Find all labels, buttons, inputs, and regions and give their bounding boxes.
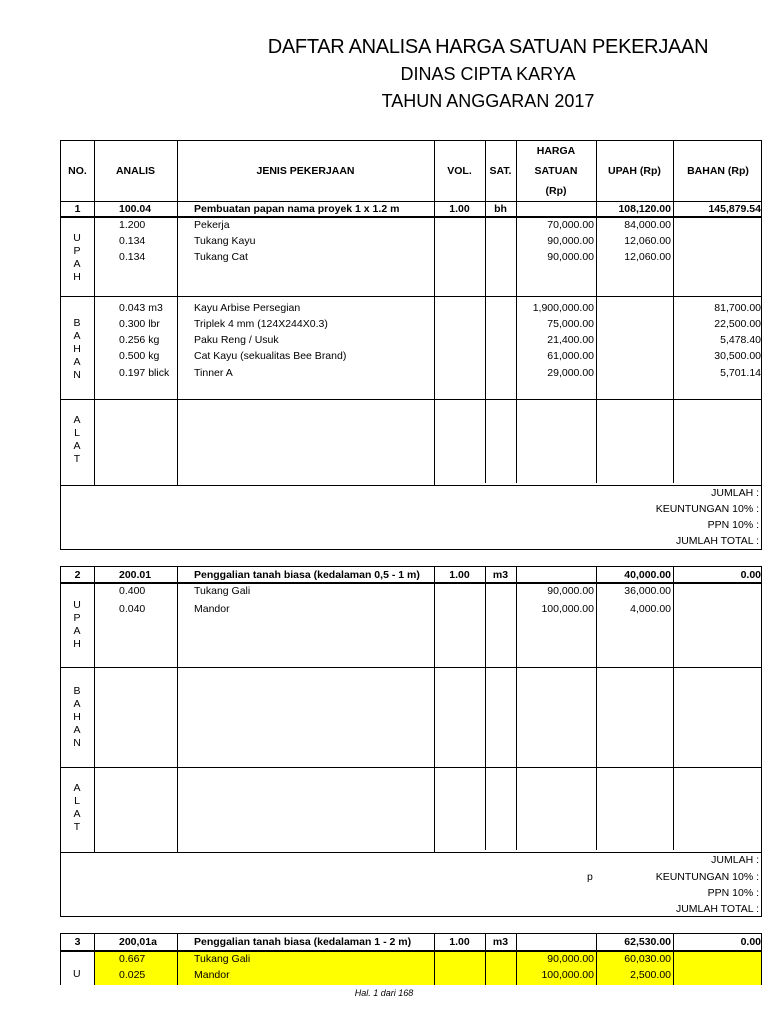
summary-jumlah: JUMLAH : [711, 487, 759, 499]
resource-name: Tinner A [194, 367, 233, 379]
side-label-alat: A L A T [73, 782, 81, 833]
col-header-no: NO. [68, 165, 87, 177]
side-label-upah: U P A H [73, 232, 81, 283]
upah-value: 2,500.00 [630, 969, 671, 981]
summary-total: JUMLAH TOTAL : [675, 903, 759, 915]
item-bahan-total: 145,879.54 [708, 203, 761, 215]
resource-name: Triplek 4 mm (124X244X0.3) [194, 318, 328, 330]
resource-name: Paku Reng / Usuk [194, 334, 279, 346]
document-subtitle: DINAS CIPTA KARYA [400, 64, 576, 84]
summary-ppn: PPN 10% : [707, 887, 759, 899]
item-bahan-total: 0.00 [740, 569, 761, 581]
upah-value: 12,060.00 [624, 235, 671, 247]
unit-price: 1,900,000.00 [532, 302, 594, 314]
bahan-value: 30,500.00 [714, 350, 761, 362]
coef: 0.025 [119, 969, 146, 981]
bahan-value: 22,500.00 [714, 318, 761, 330]
bahan-value: 5,478.40 [720, 334, 761, 346]
side-label-upah-partial: U [73, 968, 81, 980]
analysis-table-2 [60, 566, 762, 917]
analysis-table-3 [60, 933, 762, 985]
stray-mark: p [587, 871, 593, 883]
analysis-table-1 [60, 140, 762, 550]
resource-name: Tukang Gali [194, 953, 251, 965]
coef: 0.134 [119, 235, 146, 247]
unit-price: 61,000.00 [547, 350, 594, 362]
page-footer: Hal. 1 dari 168 [354, 988, 414, 998]
coef: 0.134 [119, 251, 146, 263]
summary-keuntungan: KEUNTUNGAN 10% : [655, 503, 759, 515]
side-label-bahan: B A H A N [73, 317, 81, 381]
upah-value: 36,000.00 [624, 585, 671, 597]
unit-price: 75,000.00 [547, 318, 594, 330]
unit-price: 70,000.00 [547, 219, 594, 231]
item-name: Penggalian tanah biasa (kedalaman 1 - 2 m) [194, 936, 412, 948]
item-upah-total: 40,000.00 [624, 569, 671, 581]
item-bahan-total: 0.00 [740, 936, 761, 948]
item-code: 200,01a [119, 936, 157, 948]
col-header-sat: SAT. [489, 165, 512, 177]
document-year: TAHUN ANGGARAN 2017 [381, 91, 595, 111]
col-header-jenis: JENIS PEKERJAAN [256, 165, 355, 177]
coef: 0.300 lbr [119, 318, 160, 330]
col-header-bahan: BAHAN (Rp) [687, 165, 749, 177]
coef: 0.197 blick [119, 367, 170, 379]
item-code: 100.04 [119, 203, 152, 215]
side-label-upah: U P A H [73, 599, 81, 650]
resource-name: Kayu Arbise Persegian [194, 302, 301, 314]
side-label-bahan: B A H A N [73, 685, 81, 749]
item-code: 200.01 [119, 569, 152, 581]
coef: 0.040 [119, 603, 146, 615]
upah-value: 12,060.00 [624, 251, 671, 263]
unit-price: 100,000.00 [541, 603, 594, 615]
coef: 0.256 kg [119, 334, 160, 346]
coef: 1.200 [119, 219, 146, 231]
item-vol: 1.00 [449, 936, 470, 948]
upah-value: 4,000.00 [630, 603, 671, 615]
unit-price: 90,000.00 [547, 235, 594, 247]
unit-price: 90,000.00 [547, 953, 594, 965]
bahan-value: 5,701.14 [720, 367, 761, 379]
col-header-analis: ANALIS [115, 165, 156, 177]
upah-value: 84,000.00 [624, 219, 671, 231]
item-upah-total: 108,120.00 [618, 203, 671, 215]
summary-jumlah: JUMLAH : [711, 854, 759, 866]
unit-price: 90,000.00 [547, 251, 594, 263]
item-sat: m3 [492, 569, 509, 581]
document-title: DAFTAR ANALISA HARGA SATUAN PEKERJAAN [267, 36, 709, 58]
coef: 0.400 [119, 585, 146, 597]
resource-name: Tukang Kayu [194, 235, 256, 247]
coef: 0.500 kg [119, 350, 160, 362]
bahan-value: 81,700.00 [714, 302, 761, 314]
item-sat: m3 [492, 936, 509, 948]
resource-name: Pekerja [194, 219, 230, 231]
resource-name: Mandor [194, 603, 230, 615]
col-header-vol: VOL. [447, 165, 472, 177]
item-name: Pembuatan papan nama proyek 1 x 1.2 m [194, 203, 400, 215]
col-header-upah: UPAH (Rp) [608, 165, 661, 177]
item-upah-total: 62,530.00 [624, 936, 671, 948]
resource-name: Tukang Gali [194, 585, 251, 597]
item-sat: bh [494, 203, 507, 215]
unit-price: 100,000.00 [541, 969, 594, 981]
resource-name: Tukang Cat [194, 251, 248, 263]
item-vol: 1.00 [449, 203, 470, 215]
col-header-rp: (Rp) [545, 185, 567, 197]
unit-price: 90,000.00 [547, 585, 594, 597]
coef: 0.667 [119, 953, 146, 965]
item-no: 2 [74, 569, 81, 581]
summary-total: JUMLAH TOTAL : [675, 535, 759, 547]
item-name: Penggalian tanah biasa (kedalaman 0,5 - 1 m) [194, 569, 420, 581]
summary-ppn: PPN 10% : [707, 519, 759, 531]
side-label-alat: A L A T [73, 414, 81, 465]
item-vol: 1.00 [449, 569, 470, 581]
resource-name: Mandor [194, 969, 230, 981]
resource-name: Cat Kayu (sekualitas Bee Brand) [194, 350, 347, 362]
col-header-satuan: SATUAN [534, 165, 578, 177]
summary-keuntungan: KEUNTUNGAN 10% : [655, 871, 759, 883]
upah-value: 60,030.00 [624, 953, 671, 965]
item-no: 1 [74, 203, 81, 215]
col-header-harga: HARGA [536, 145, 576, 157]
unit-price: 29,000.00 [547, 367, 594, 379]
item-no: 3 [74, 936, 81, 948]
unit-price: 21,400.00 [547, 334, 594, 346]
coef: 0.043 m3 [119, 302, 163, 314]
